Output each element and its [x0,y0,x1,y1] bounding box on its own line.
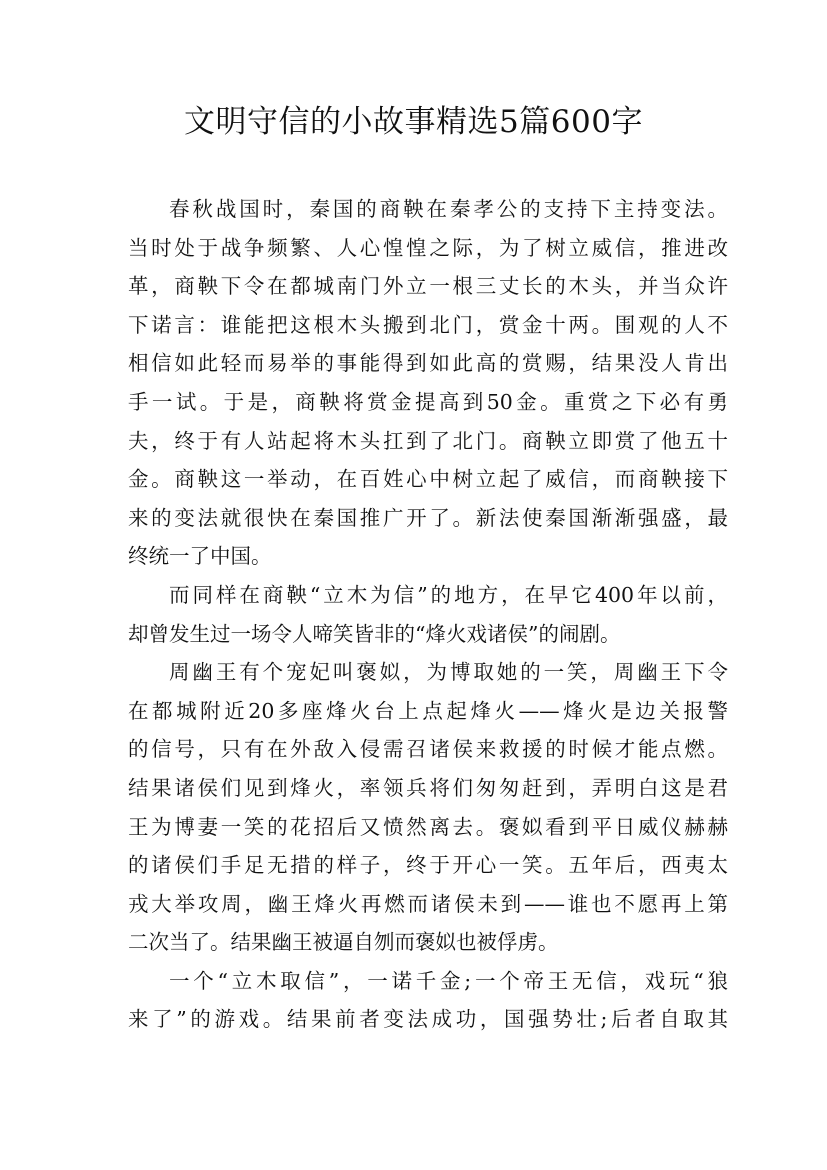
text-line: 金。商鞅这一举动，在百姓心中树立起了威信，而商鞅接下 [128,467,728,492]
text-line: 一个“立木取信”，一诺千金;一个帝王无信，戏玩“狼 [169,968,728,993]
text-line: 的信号，只有在外敌入侵需召诸侯来救援的时候才能点燃。 [128,737,728,762]
text-line: 周幽王有个宠妃叫褒姒，为博取她的一笑，周幽王下令 [169,660,728,685]
text-line: 手一试。于是，商鞅将赏金提高到50金。重赏之下必有勇 [128,389,728,414]
text-line: 终统一了中国。 [128,544,272,569]
text-line: 却曾发生过一场令人啼笑皆非的“烽火戏诸侯”的闹剧。 [128,621,621,646]
text-line: 当时处于战争频繁、人心惶惶之际，为了树立威信，推进改 [128,235,728,260]
text-line: 革，商鞅下令在都城南门外立一根三丈长的木头，并当众许 [128,274,728,299]
text-line: 王为博妻一笑的花招后又愤然离去。褒姒看到平日威仪赫赫 [128,814,728,839]
text-line: 相信如此轻而易举的事能得到如此高的赏赐，结果没人肯出 [128,351,728,376]
text-line: 夫，终于有人站起将木头扛到了北门。商鞅立即赏了他五十 [128,428,728,453]
text-line: 在都城附近20多座烽火台上点起烽火——烽火是边关报警 [128,698,728,723]
article-body [128,190,728,1039]
text-line: 来的变法就很快在秦国推广开了。新法使秦国渐渐强盛，最 [128,505,728,530]
text-line: 来了”的游戏。结果前者变法成功，国强势壮;后者自取其 [128,1007,728,1032]
text-line: 而同样在商鞅“立木为信”的地方，在早它400年以前， [169,582,728,607]
page-title: 文明守信的小故事精选5篇600字 [184,104,643,140]
text-line: 结果诸侯们见到烽火，率领兵将们匆匆赶到，弄明白这是君 [128,775,728,800]
text-line: 的诸侯们手足无措的样子，终于开心一笑。五年后，西夷太 [128,853,728,878]
text-line: 下诺言：谁能把这根木头搬到北门，赏金十两。围观的人不 [128,312,728,337]
text-line: 春秋战国时，秦国的商鞅在秦孝公的支持下主持变法。 [169,197,728,221]
text-line: 二次当了。结果幽王被逼自刎而褒姒也被俘虏。 [128,930,559,955]
text-line: 戎大举攻周，幽王烽火再燃而诸侯未到——谁也不愿再上第 [128,891,728,916]
